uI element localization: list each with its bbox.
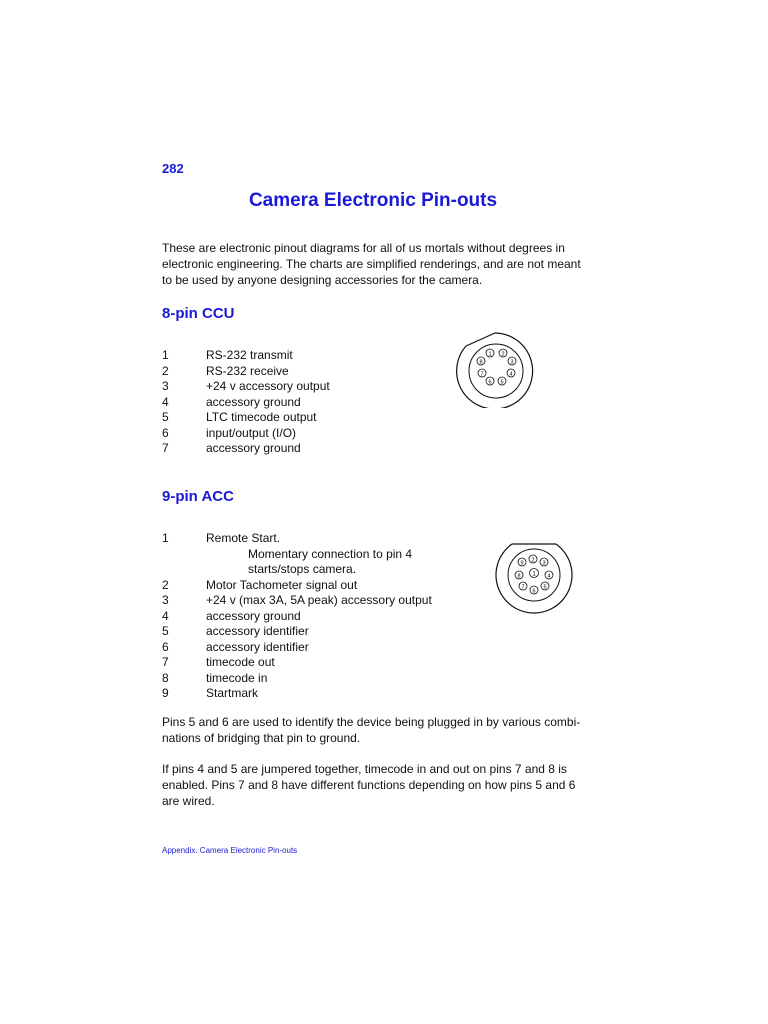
pin-label: 9 (520, 560, 524, 567)
pin-label: 7 (521, 584, 525, 591)
pin-number: 9 (162, 686, 169, 700)
pin-description: LTC timecode output (206, 410, 317, 424)
pin-label: 6 (532, 588, 536, 595)
pin-label: 4 (547, 573, 551, 580)
pin-label: 7 (480, 371, 484, 378)
pin-label: 3 (510, 359, 514, 366)
pin-number: 3 (162, 593, 169, 607)
pin-label: 4 (509, 371, 513, 378)
pin-number: 5 (162, 410, 169, 424)
pin-row (162, 379, 330, 395)
pin-number: 4 (162, 608, 169, 623)
page-number: 282 (162, 161, 184, 176)
pin-label: 1 (488, 351, 492, 358)
pin-label: 2 (531, 557, 535, 564)
pin-number: 5 (162, 624, 169, 638)
pin-row (162, 441, 330, 457)
pin-description: accessory identifier (206, 639, 309, 654)
pin-description: accessory identifier (206, 624, 309, 638)
pin-label: 3 (542, 560, 546, 567)
pin-description: input/output (I/O) (206, 425, 297, 440)
pin-row (162, 410, 330, 426)
pin-row (162, 671, 432, 687)
pin-row (162, 593, 432, 609)
pin-description: accessory ground (206, 441, 301, 455)
connector-outer-ring (496, 544, 572, 613)
pin-label: 5 (543, 584, 547, 591)
pin-number: 2 (162, 363, 169, 378)
pin-number: 3 (162, 379, 169, 393)
note-line: enabled. Pins 7 and 8 have different functions depending on how pins 5 and 6 (162, 778, 576, 792)
pin-description: timecode out (206, 655, 275, 669)
pin-row (162, 640, 432, 656)
pin-number: 6 (162, 639, 169, 654)
notes-paragraph-timecode (162, 761, 592, 809)
pin-description: timecode in (206, 670, 268, 685)
pin-row (162, 624, 432, 640)
pin-number: 4 (162, 394, 169, 409)
note-line: are wired. (162, 794, 215, 808)
pin-number: 7 (162, 655, 169, 669)
pin-number: 1 (162, 531, 169, 545)
pin-label: 8 (517, 573, 521, 580)
pin-label: 6 (488, 379, 492, 386)
intro-line: electronic engineering. The charts are simplified renderings, and are not meant (162, 257, 581, 271)
intro-line: These are electronic pinout diagrams for all of us mortals without degrees in (162, 241, 565, 255)
pin-number: 7 (162, 441, 169, 455)
pin-row (162, 578, 432, 594)
pin-row (162, 609, 432, 625)
ccu-pin-list (162, 348, 330, 457)
pin-label: 8 (479, 359, 483, 366)
pin-row (162, 655, 432, 671)
intro-paragraph (162, 240, 592, 288)
pin-description: RS-232 transmit (206, 348, 293, 362)
pin-description: +24 v (max 3A, 5A peak) accessory output (206, 593, 432, 607)
pin-description: accessory ground (206, 608, 301, 623)
pin-label: 1 (532, 571, 536, 578)
acc-pin-list (162, 531, 432, 702)
intro-line: to be used by anyone designing accessories for the camera. (162, 273, 483, 287)
pin-description: RS-232 receive (206, 363, 289, 378)
page-title: Camera Electronic Pin-outs (248, 190, 498, 211)
pin-row (162, 395, 330, 411)
pin-row (162, 426, 330, 442)
pin-description: Remote Start. (206, 531, 281, 545)
pin-row (162, 531, 432, 547)
pin-number: 8 (162, 670, 169, 685)
pin-number: 1 (162, 348, 169, 362)
section-heading-acc: 9-pin ACC (162, 488, 234, 505)
pin-label: 2 (501, 351, 505, 358)
acc-9pin-connector-diagram (490, 535, 576, 615)
notes-paragraph-identify (162, 714, 592, 746)
pin-note: Momentary connection to pin 4 (248, 546, 413, 561)
note-line: nations of bridging that pin to ground. (162, 731, 361, 745)
ccu-8pin-connector-diagram (455, 330, 539, 408)
section-heading-ccu: 8-pin CCU (162, 305, 235, 322)
pin-number: 2 (162, 577, 169, 592)
page-footer: Appendix. Camera Electronic Pin-outs (162, 846, 298, 855)
ccu-pins (477, 349, 516, 385)
note-line: If pins 4 and 5 are jumpered together, timecode in and out on pins 7 and 8 is (162, 762, 567, 776)
note-line: Pins 5 and 6 are used to identify the device being plugged in by various combi- (162, 715, 581, 729)
pin-row (162, 348, 330, 364)
pin-note: starts/stops camera. (248, 562, 357, 576)
pin-description: accessory ground (206, 394, 301, 409)
acc-pins (515, 555, 553, 594)
pin-number: 6 (162, 425, 169, 440)
pin-description: Motor Tachometer signal out (206, 577, 358, 592)
pin-row (162, 364, 330, 380)
pin-row (162, 686, 432, 702)
pin-label: 5 (500, 379, 504, 386)
pin-description: +24 v accessory output (206, 379, 330, 393)
pin-description: Startmark (206, 686, 259, 700)
